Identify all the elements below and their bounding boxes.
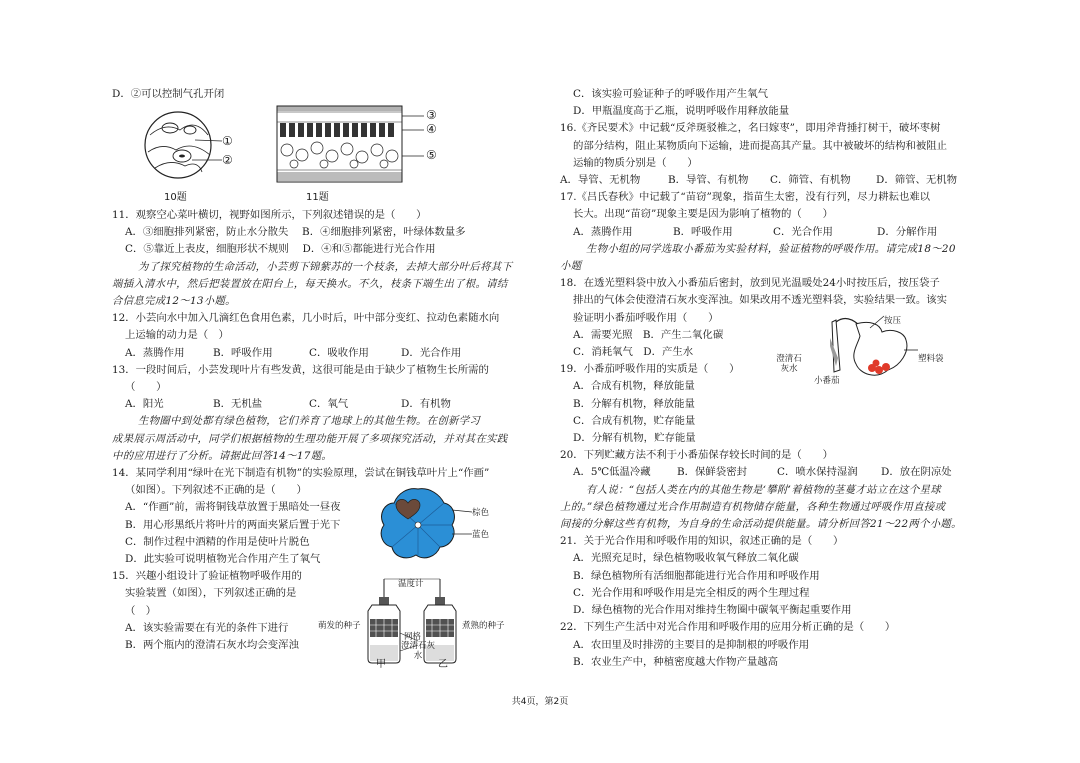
q12-option-c: C．吸收作用 [309,346,369,359]
figure-10-mark-2: ② [222,153,233,167]
q21-option-b: B．绿色植物所有活细胞都能进行光合作用和呼吸作用 [573,569,820,582]
question-20: 20．下列贮藏方法不利于小番茄保存较长时间的是（ ） [560,449,833,462]
q16-option-d: D．筛管、无机物 [876,174,958,187]
q21-option-d: D．绿色植物的光合作用对维持生物圈中碳氧平衡起重要作用 [573,604,852,617]
question-21: 21．关于光合作用和呼吸作用的知识，叙述正确的是（ ） [560,535,844,548]
q15-option-b: B．两个瓶内的澄清石灰水均会变浑浊 [125,639,299,652]
passage-21-22-line-1: 有人说：“包括人类在内的其他生物是‘攀附’着植物的茎蔓才站立在这个星球 [586,483,941,496]
q14-option-d: D．此实验可说明植物光合作用产生了氧气 [125,553,321,566]
passage-12-13-line-1: 为了探究植物的生命活动，小芸剪下锦紫苏的一个枝条，去掉大部分叶后将其下 [138,260,513,273]
question-11: 11．观察空心菜叶横切，视野如图所示，下列叙述错误的是（ ） [112,209,427,221]
q22-option-b: B．农业生产中，种植密度越大作物产量越高 [573,655,779,668]
passage-14-17-line-2: 成果展示周活动中，同学们根据植物的生理功能开展了多项探究活动，并对其在实践 [112,432,508,445]
q17-option-a: A．蒸腾作用 [573,225,633,238]
q15-option-d: D．甲瓶温度高于乙瓶，说明呼吸作用释放能量 [573,105,790,118]
question-20-options [560,464,975,481]
question-16-line-2: 的部分结构，阻止某物质向下运输，进而提高其产量。其中被破坏的结构和被阻止 [573,139,948,152]
question-17: 17.《吕氏春秋》中记载了“苗窃”现象，指苗生太密，没有行列，尽力耕耘也难以 [560,191,931,204]
question-16: 16.《齐民要术》中记载“反斧斑驳椎之，名曰嫁枣”，即用斧背捶打树干，破坏枣树 [560,122,941,135]
q12-option-d: D．光合作用 [401,346,462,359]
question-15: 15．兴趣小组设计了验证植物呼吸作用的 [112,570,302,583]
q17-option-b: B．呼吸作用 [673,225,733,238]
question-11-options-cd: C．⑤靠近上表皮，细胞形状不规则 D．④和⑤都能进行光合作用 [125,243,436,256]
question-11-options-ab: A．③细胞排列紧密，防止水分散失 B．④细胞排列紧密，叶绿体数量多 [125,226,466,239]
q19-option-c: C．合成有机物，贮存能量 [573,414,696,427]
q21-option-a: A．光照充足时，绿色植物吸收氧气释放二氧化碳 [573,552,799,565]
figure-11-leaf-section [272,100,432,188]
q14-option-a: A．“作画”前，需将铜钱草放置于黑暗处一昼夜 [125,501,341,514]
question-22: 22．下列生产生活中对光合作用和呼吸作用的应用分析正确的是（ ） [560,621,896,634]
figure-11-mark-3: ③ [426,108,437,122]
q20-option-a: A．5℃低温冷藏 [573,466,651,479]
passage-12-13-line-2: 端插入清水中，然后把装置放在阳台上，每天换水。不久，枝条下端生出了根。请结 [112,277,508,290]
figure-10-caption: 10题 [164,192,187,203]
question-18-line-2: 排出的气体会使澄清石灰水变浑浊。如果改用不透光塑料袋，实验结果一致。该实 [573,294,948,307]
passage-21-22-line-2: 上的。”绿色植物通过光合作用制造有机物储存能量，各种生物通过呼吸作用直接或 [560,500,946,513]
q19-option-d: D．分解有机物，贮存能量 [573,432,696,445]
question-14-line-2: （如图）。下列叙述不正确的是（ ） [125,484,307,497]
figure-11-mark-5: ⑤ [426,148,437,162]
passage-14-17-line-1: 生物圈中到处都有绿色植物，它们养育了地球上的其他生物。在创新学习 [138,415,481,428]
figure-11-caption: 11题 [306,192,329,203]
figure-14-brown-label: 棕色 [472,508,490,518]
q14-option-c: C．制作过程中酒精的作用是使叶片脱色 [125,535,310,548]
q13-option-c: C．氧气 [309,398,349,411]
figure-15-germinating-label: 萌发的种子 [318,621,361,631]
question-12: 12．小芸向水中加入几滴红色食用色素，几小时后，叶中部分变红、拉动色素随水向 [112,312,500,325]
figure-18-tomato-label: 小番茄 [814,376,840,386]
passage-18-20-line-2: 小题 [560,260,582,273]
q16-option-a: A．导管、无机物 [560,174,641,187]
q15-option-c: C．该实验可验证种子的呼吸作用产生氧气 [573,88,768,100]
question-13: 13．一段时间后，小芸发现叶片有些发黄，这很可能是由于缺少了植物生长所需的 [112,363,489,376]
q10-option-d: D．②可以控制气孔开闭 [112,88,225,100]
figure-15-mesh-label: 网格 [404,632,422,642]
question-17-line-2: 长大。出现“苗窃”现象主要是因为影响了植物的（ ） [573,208,833,221]
q15-option-a: A．该实验需要在有光的条件下进行 [125,621,289,634]
q13-option-a: A．阳光 [125,398,164,411]
question-12-line-2: 上运输的动力是（ ） [125,329,229,342]
question-13-line-2: （ ） [125,381,167,394]
figure-15-boiled-label: 煮熟的种子 [462,621,505,631]
passage-12-13-line-3: 合信息完成12～13小题。 [112,295,236,308]
passage-18-20-line-1: 生物小组的同学选取小番茄为实验材料，验证植物的呼吸作用。请完成18～20 [586,242,956,255]
question-12-options [112,345,530,362]
q18-options-ab: A．需要光照 B．产生二氧化碳 [573,328,724,341]
figure-15-lime-label: 澄清石灰水 [400,641,435,661]
question-16-options [560,172,975,189]
q20-option-c: C．喷水保持湿润 [777,466,858,479]
q13-option-d: D．有机物 [401,398,451,411]
q18-options-cd: C．消耗氧气 D．产生水 [573,346,694,359]
page-footer: 共4页，第2页 [511,697,569,707]
q17-option-d: D．分解作用 [877,225,938,238]
figure-15-jar-b-label: 乙 [438,659,448,670]
q20-option-d: D．放在阴凉处 [881,466,952,479]
figure-18-bag-label: 塑料袋 [918,354,944,364]
figure-10-mark-1: ① [222,134,233,148]
q20-option-b: B．保鲜袋密封 [677,466,747,479]
q17-option-c: C．光合作用 [773,225,833,238]
question-18-line-3: 验证明小番茄呼吸作用（ ） [573,311,719,324]
q14-option-b: B．用心形黑纸片将叶片的两面夹紧后置于光下 [125,518,341,531]
question-15-line-3: （ ） [125,604,157,617]
question-17-options [560,224,975,241]
q13-option-b: B．无机盐 [213,398,263,411]
q19-option-a: A．合成有机物，释放能量 [573,380,695,393]
question-13-options [112,396,530,413]
question-15-line-2: 实验装置（如图），下列叙述正确的是 [125,587,297,600]
figure-11-mark-4: ④ [426,122,437,136]
question-14: 14．某同学利用“绿叶在光下制造有机物”的实验原理，尝试在铜钱草叶片上“作画” [112,467,490,480]
figure-15-thermometer-label: 温度计 [398,579,424,589]
q12-option-a: A．蒸腾作用 [125,346,185,359]
q16-option-c: C．筛管、有机物 [770,174,851,187]
question-16-line-3: 运输的物质分别是（ ） [573,156,698,169]
q12-option-b: B．呼吸作用 [213,346,273,359]
q19-option-b: B．分解有机物，释放能量 [573,397,695,410]
figure-15-jar-a-label: 甲 [376,659,386,670]
question-19: 19．小番茄呼吸作用的实质是（ ） [560,363,740,376]
figure-14-leaf-painting [378,485,458,563]
figure-18-lime-label: 澄清石灰水 [776,354,802,374]
question-18: 18．在透光塑料袋中放入小番茄后密封，放到见光温暖处24小时按压后，按压袋子 [560,277,940,290]
figure-18-press-label: 按压 [884,316,902,326]
q21-option-c: C．光合作用和呼吸作用是完全相反的两个生理过程 [573,586,810,599]
q22-option-a: A．农田里及时排涝的主要目的是抑制根的呼吸作用 [573,638,810,651]
figure-14-blue-label: 蓝色 [472,530,490,540]
passage-21-22-line-3: 间接的分解这些有机物，为自身的生命活动提供能量。请分析回答21～22两个小题。 [560,518,962,531]
passage-14-17-line-3: 中的应用进行了分析。请据此回答14～17题。 [112,449,333,462]
q16-option-b: B．导管、有机物 [668,174,749,187]
